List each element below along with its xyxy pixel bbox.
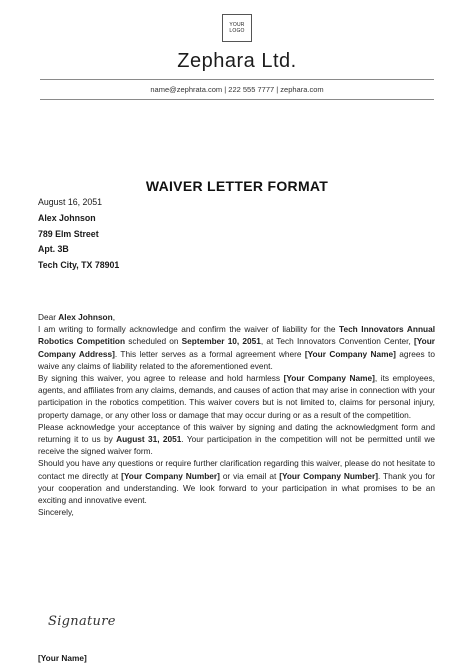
company-address-placeholder: [Your Company Address] <box>38 336 435 359</box>
recipient-apt: Apt. 3B <box>38 244 69 255</box>
p1-text-d: . This letter serves as a formal agreement where <box>114 348 305 359</box>
event-date: September 10, 2051 <box>181 336 261 347</box>
p3-text-a: Please acknowledge your acceptance of this waiver by signing and dating the acknowledgment form and returning it to us by <box>38 421 435 445</box>
return-deadline: August 31, 2051 <box>116 434 182 445</box>
p4-text-b: or via email at <box>219 470 280 481</box>
closing: Sincerely, <box>38 507 74 518</box>
company-logo-placeholder <box>222 14 252 42</box>
event-name: Tech Innovators Annual Robotics Competition <box>38 324 435 347</box>
company-name-placeholder-2: [Your Company Name] <box>283 373 375 384</box>
recipient-city: Tech City, TX 78901 <box>38 260 120 271</box>
recipient-street: 789 Elm Street <box>38 228 99 239</box>
letter-title: WAIVER LETTER FORMAT <box>145 178 329 194</box>
header-divider-top <box>40 79 434 80</box>
recipient-address-block <box>38 195 119 274</box>
p4-text-c: . Thank you for your cooperation and understanding. We look forward to your participation in what promises to be an exciting and innovative event. <box>38 470 435 506</box>
p1-text-b: scheduled on <box>125 336 182 347</box>
logo-text-line1: YOUR <box>229 22 245 28</box>
p4-text-a: Should you have any questions or require further clarification regarding this waiver, please do not hesitate to contact me directly at <box>38 458 435 481</box>
signer-name: [Your Name] <box>38 653 87 663</box>
p2-text-b: , its employees, agents, and affiliates from any claims, demands, and causes of action that may arise in connection with your participation in the robotics competition. This waiver covers but is not limited to, claims for personal injury, property damage, or any other loss or damage that may occur during or as a result of the competition. <box>38 373 435 420</box>
company-number-placeholder-2: [Your Company Number] <box>279 470 378 481</box>
letter-date: August 16, 2051 <box>38 197 103 207</box>
p1-text-a: I am writing to formally acknowledge and confirm the waiver of liability for the <box>38 324 339 335</box>
paragraph-1 <box>38 323 435 372</box>
p2-text-a: By signing this waiver, you agree to release and hold harmless <box>38 373 284 384</box>
contact-line: name@zephrata.com | 222 555 7777 | zephara.com <box>150 85 324 94</box>
company-name-placeholder: [Your Company Name] <box>304 348 396 359</box>
signature: Signature <box>48 614 116 629</box>
header-divider-bottom <box>40 99 434 100</box>
paragraph-4 <box>38 457 435 506</box>
p1-text-c: , at Tech Innovators Convention Center, <box>260 336 414 347</box>
company-name: Zephara Ltd. <box>177 50 297 72</box>
p3-text-b: . Your participation in the competition will not be permitted until we receive the signed waiver form. <box>38 434 435 457</box>
paragraph-3 <box>38 421 435 458</box>
paragraph-2 <box>38 372 435 421</box>
logo-text-line2: LOGO <box>229 28 245 34</box>
company-number-placeholder: [Your Company Number] <box>121 470 220 481</box>
salutation-name: Alex Johnson <box>58 312 113 322</box>
recipient-name: Alex Johnson <box>38 212 96 223</box>
salutation-suffix: , <box>112 312 116 322</box>
letter-body <box>38 311 435 518</box>
salutation-prefix: Dear <box>38 312 59 322</box>
p1-text-e: agrees to waive any claims of liability related to the aforementioned event. <box>38 348 435 371</box>
salutation <box>38 311 435 323</box>
